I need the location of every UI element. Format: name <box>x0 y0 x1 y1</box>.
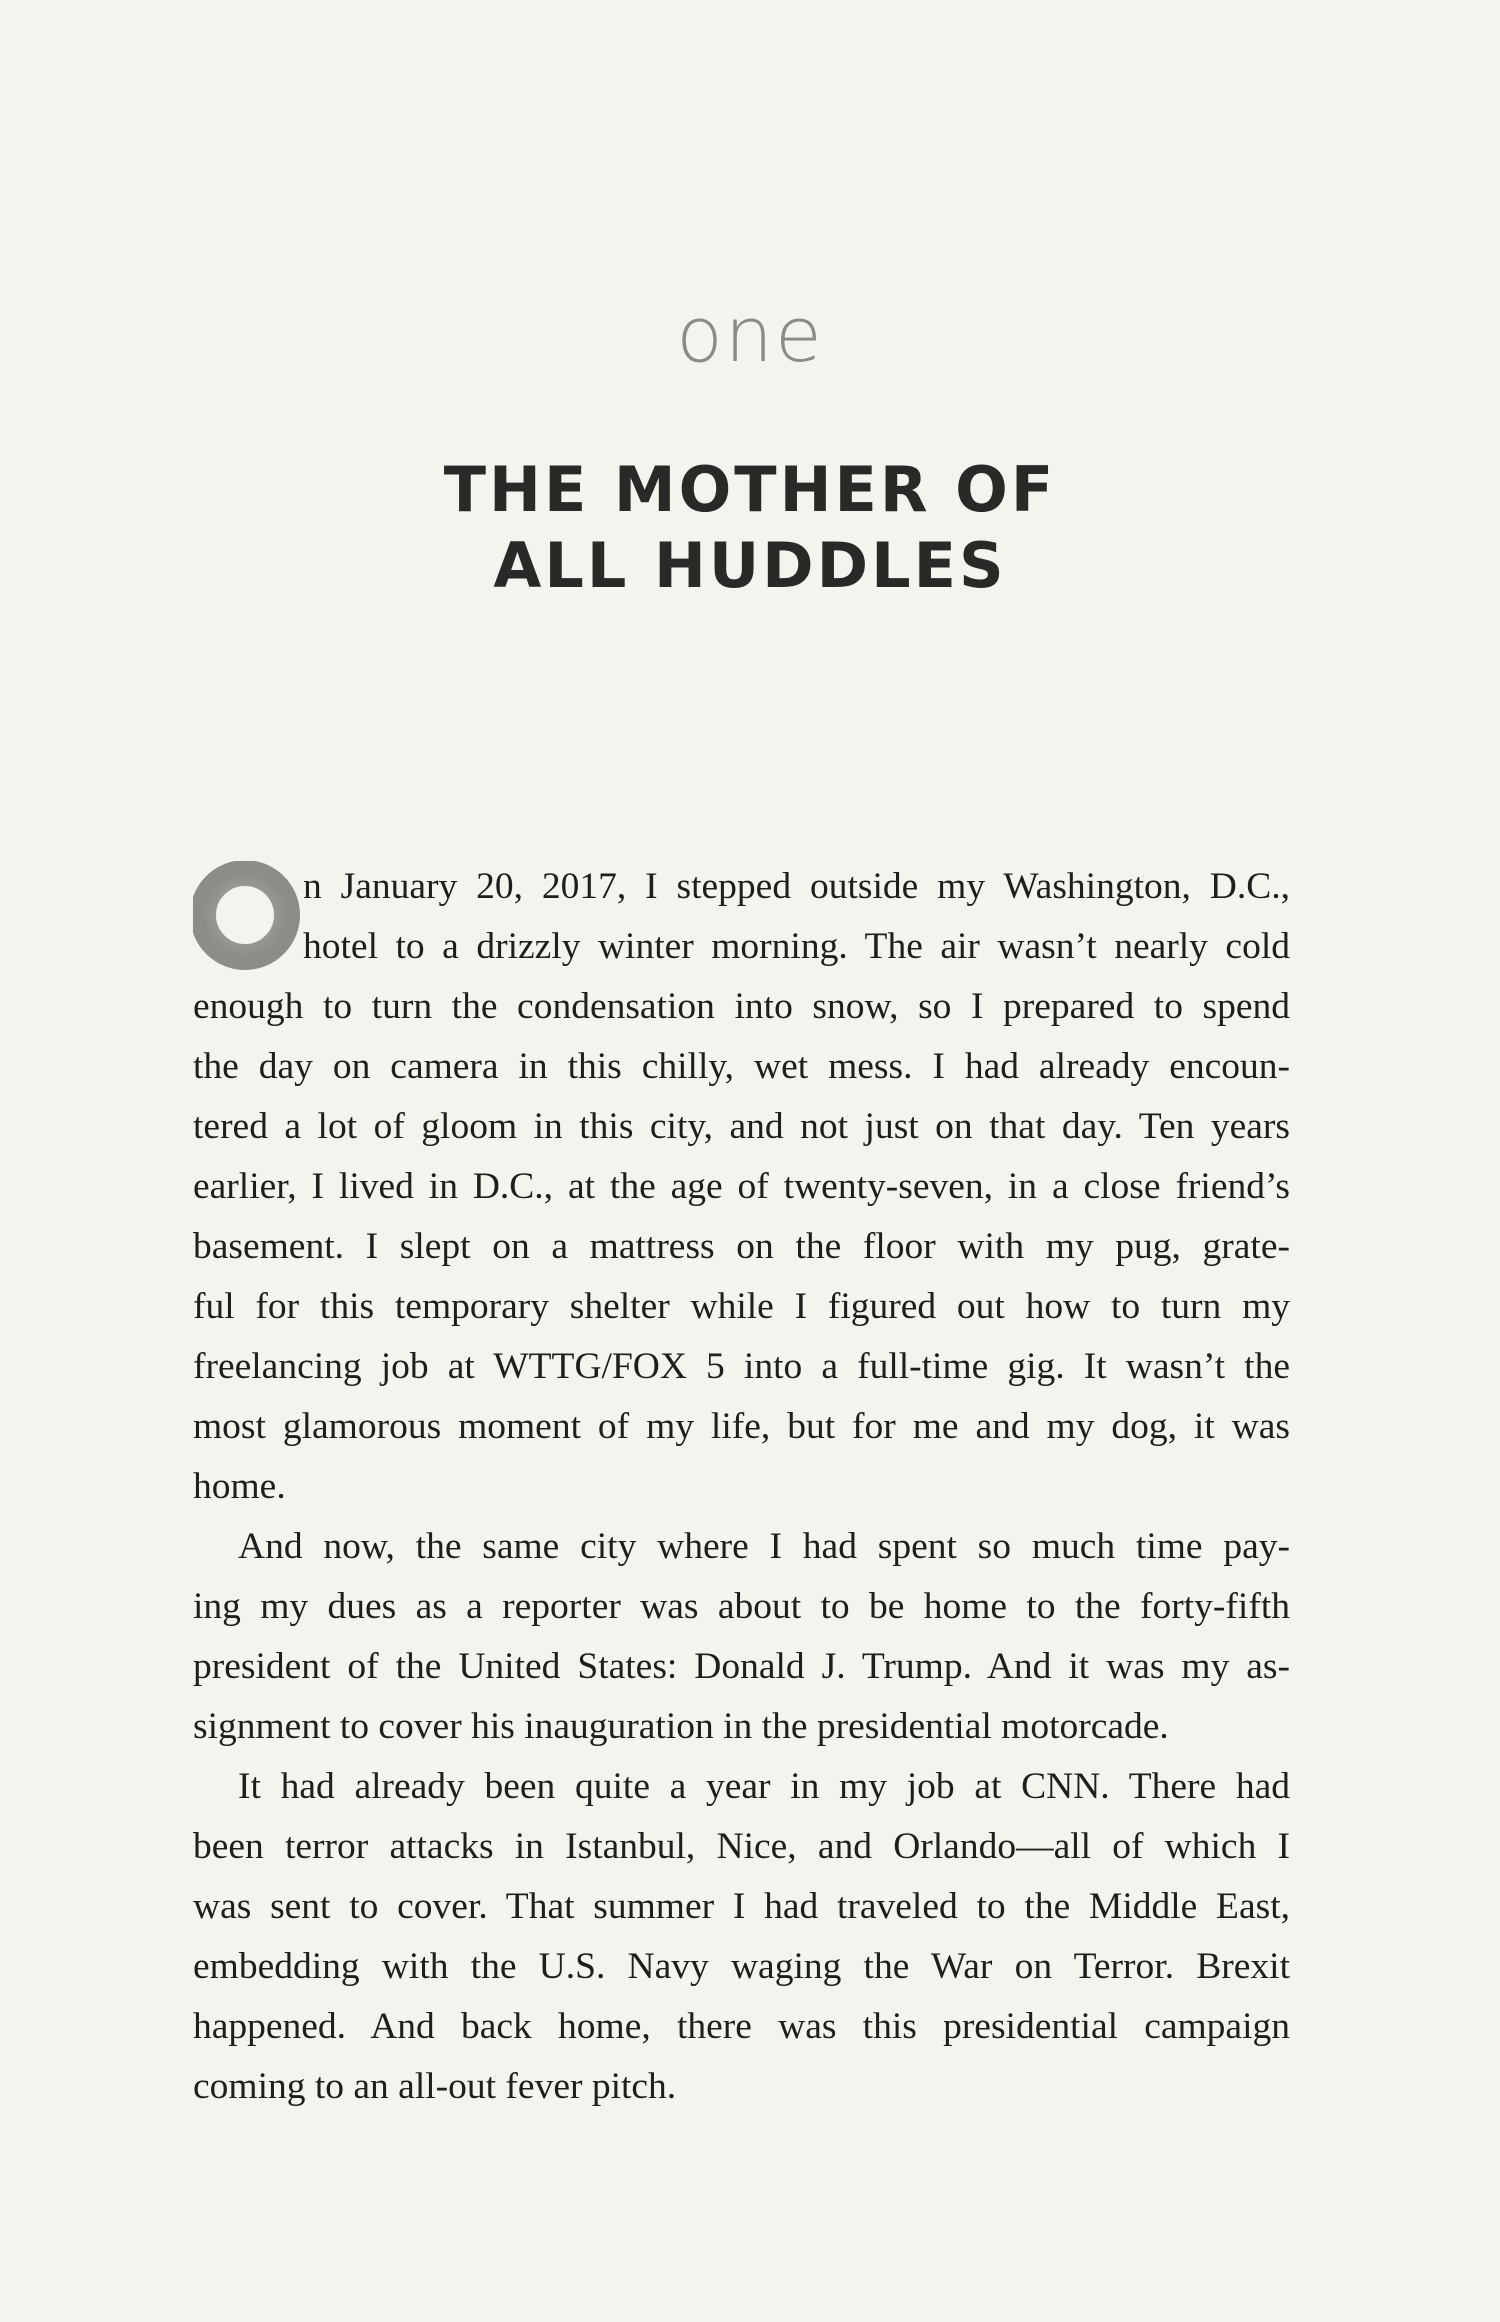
text-line: ing my dues as a reporter was about to be home to the forty-fifth <box>193 1586 1290 1627</box>
text-line: It had already been quite a year in my job at CNN. There had <box>238 1766 1290 1807</box>
paragraph-3 <box>193 1757 1290 2117</box>
text-line: And now, the same city where I had spent so much time pay- <box>238 1526 1290 1567</box>
text-line: enough to turn the condensation into snow, so I prepared to spend <box>193 986 1290 1027</box>
text-line: happened. And back home, there was this presidential campaign <box>193 2006 1290 2047</box>
text-line: basement. I slept on a mattress on the floor with my pug, grate- <box>193 1226 1290 1267</box>
text-line: president of the United States: Donald J. Trump. And it was my as- <box>193 1646 1290 1687</box>
chapter-title-line: THE MOTHER OF <box>443 453 1057 526</box>
chapter-title <box>0 452 1500 604</box>
text-line: freelancing job at WTTG/FOX 5 into a full-time gig. It wasn’t the <box>193 1346 1290 1387</box>
paragraph-1 <box>193 857 1290 1517</box>
text-line: was sent to cover. That summer I had traveled to the Middle East, <box>193 1886 1290 1927</box>
text-line: signment to cover his inauguration in the presidential motorcade. <box>193 1706 1169 1747</box>
body-text <box>193 857 1290 2117</box>
paragraph-2 <box>193 1517 1290 1757</box>
text-line: coming to an all-out fever pitch. <box>193 2066 677 2107</box>
text-line: tered a lot of gloom in this city, and not just on that day. Ten years <box>193 1106 1290 1147</box>
text-line: earlier, I lived in D.C., at the age of twenty-seven, in a close friend’s <box>193 1166 1290 1207</box>
text-line: hotel to a drizzly winter morning. The air wasn’t nearly cold <box>303 926 1290 967</box>
text-line: the day on camera in this chilly, wet mess. I had already encoun- <box>193 1046 1290 1087</box>
chapter-number: one <box>676 290 824 379</box>
text-line: been terror attacks in Istanbul, Nice, and Orlando—all of which I <box>193 1826 1290 1867</box>
text-line: embedding with the U.S. Navy waging the War on Terror. Brexit <box>193 1946 1290 1987</box>
text-line: n January 20, 2017, I stepped outside my Washington, D.C., <box>303 866 1290 907</box>
text-line: ful for this temporary shelter while I figured out how to turn my <box>193 1286 1290 1327</box>
text-line: home. <box>193 1466 286 1507</box>
chapter-title-line: ALL HUDDLES <box>493 529 1007 602</box>
text-line: most glamorous moment of my life, but for me and my dog, it was <box>193 1406 1290 1447</box>
